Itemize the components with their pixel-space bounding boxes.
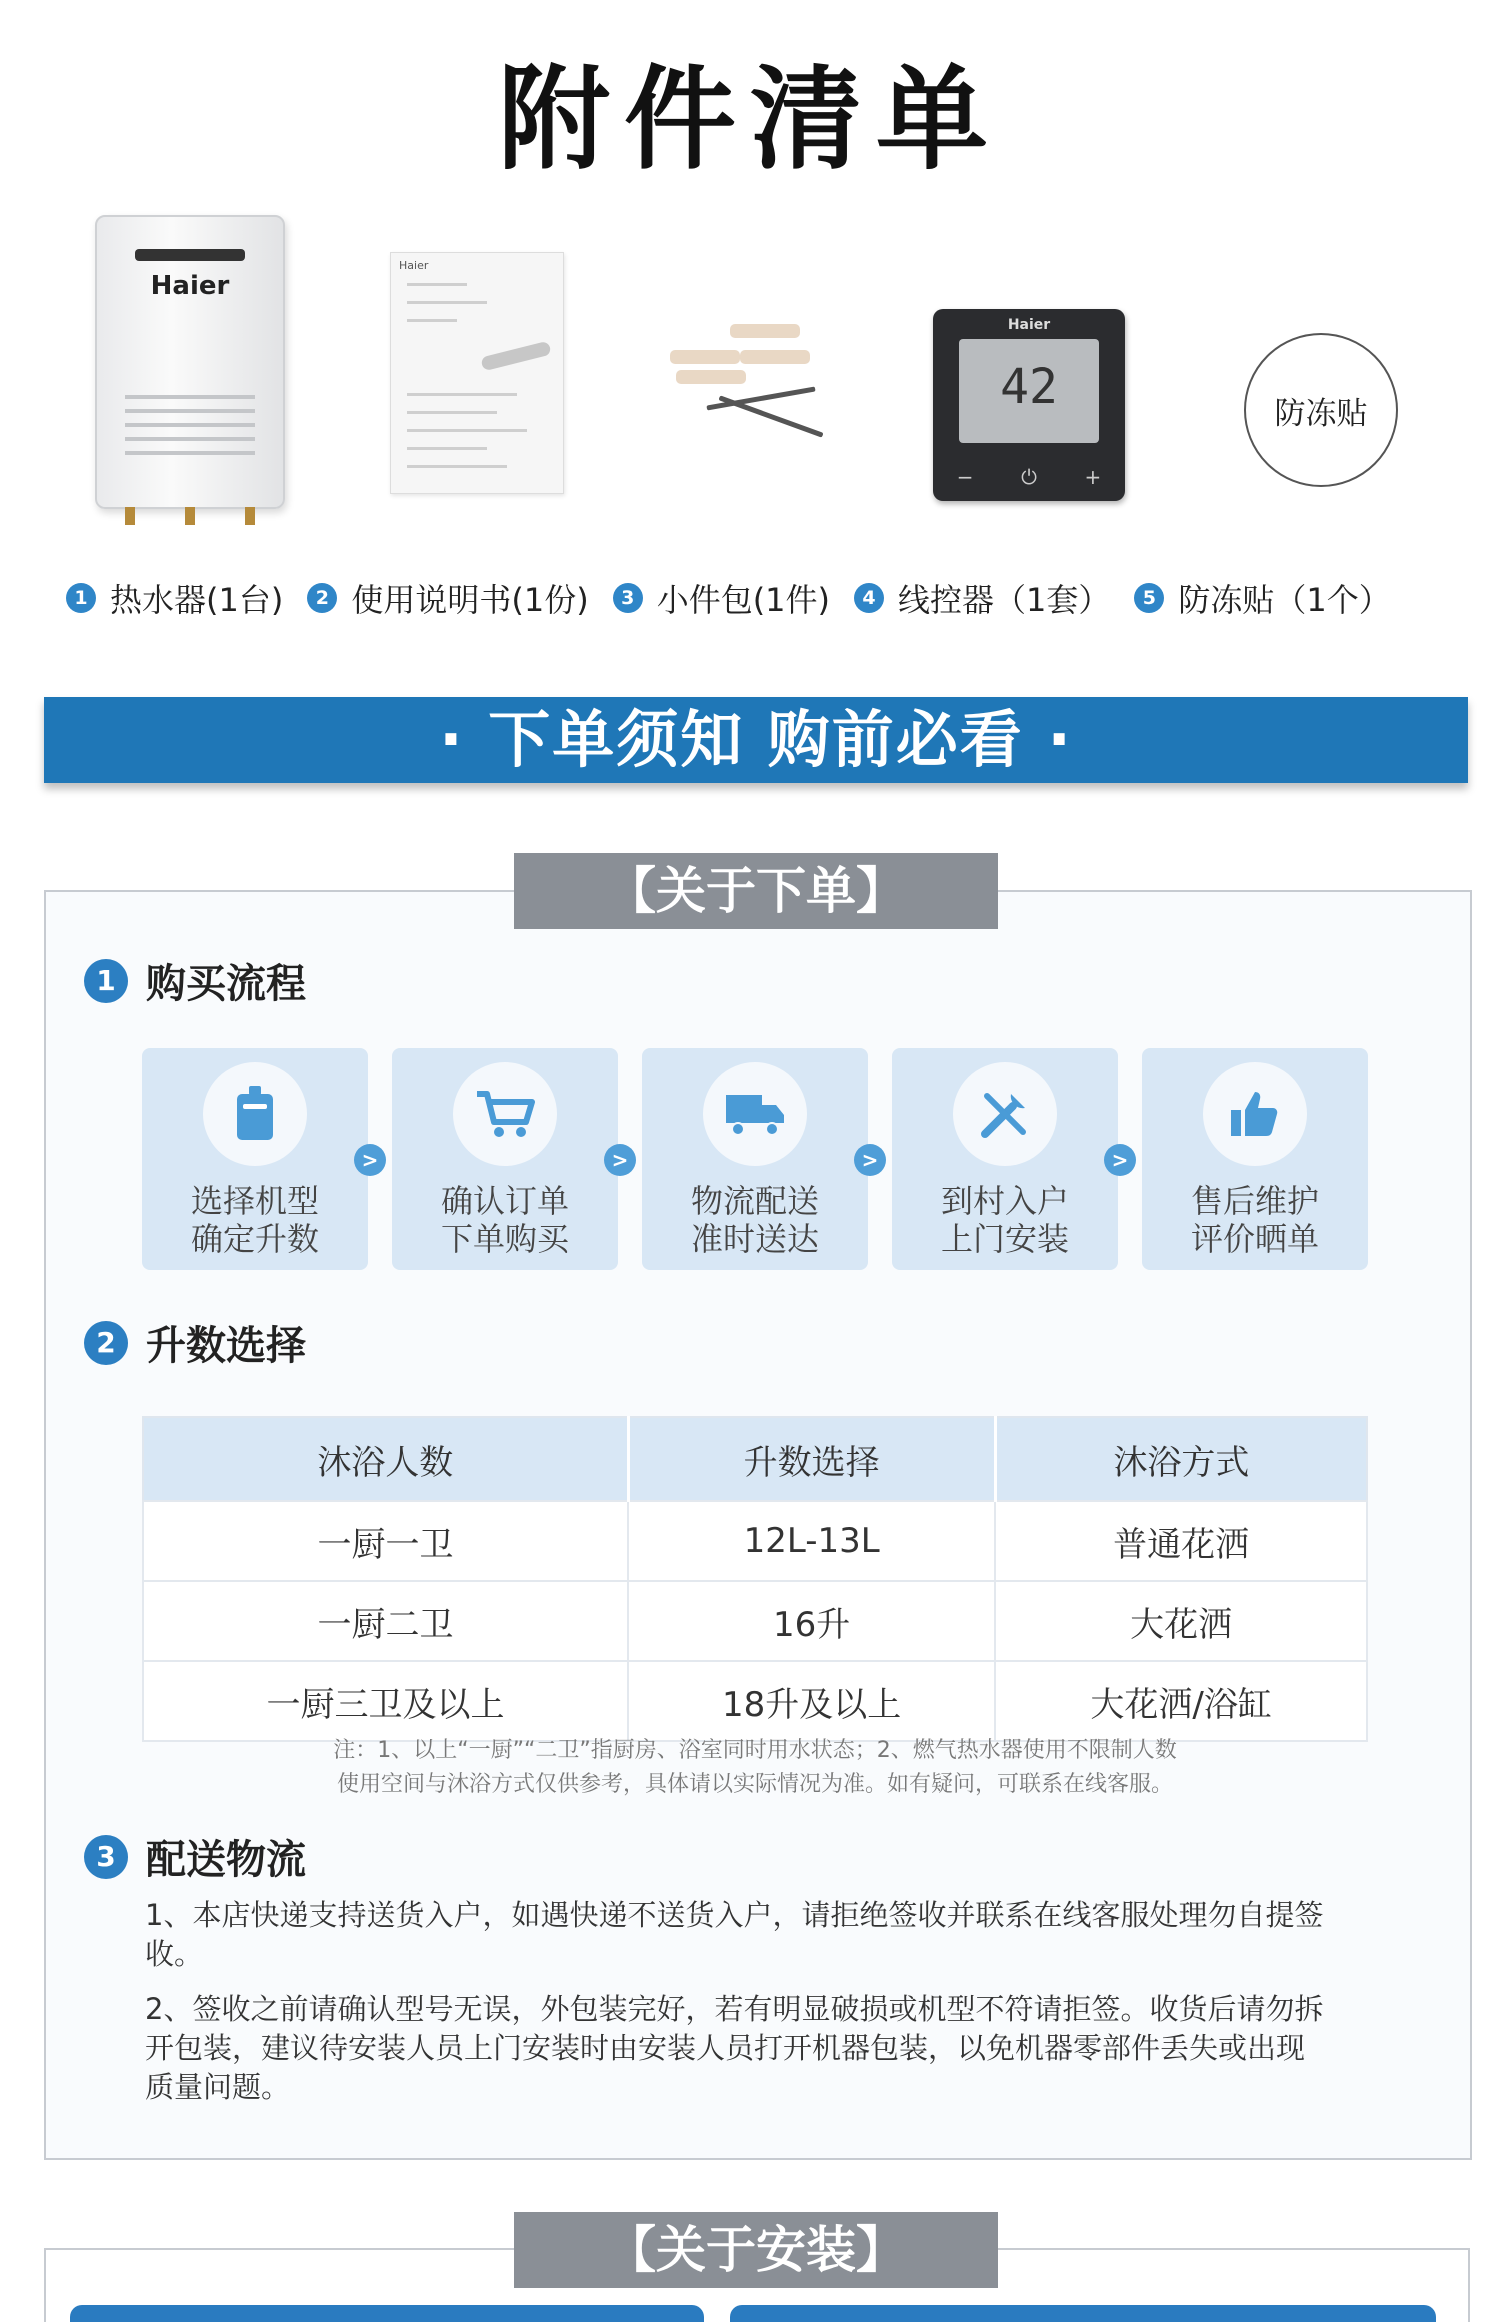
table-row: [143, 1501, 1367, 1581]
controller-buttons: [933, 465, 1125, 489]
manual-text-line: [407, 301, 487, 304]
manual-text-line: [407, 465, 507, 468]
wall-plug: [676, 370, 746, 384]
capacity-table: [142, 1416, 1368, 1742]
controller-temperature: 42: [1000, 359, 1058, 415]
chevron-right-icon: >: [604, 1144, 636, 1176]
wall-plug: [740, 350, 810, 364]
accessory-label-text: 防冻贴（1个）: [1178, 581, 1391, 619]
accessory-label: [307, 575, 588, 621]
frame-top-line: [998, 890, 1470, 892]
subsection-title-purchase: [84, 952, 306, 1009]
page-title: 附件清单: [498, 55, 1002, 185]
manual-text-line: [407, 319, 457, 322]
table-cell: 18升及以上: [628, 1661, 995, 1741]
heater-pipe: [185, 507, 195, 525]
subsection-title-delivery: [84, 1828, 306, 1885]
accessory-label-text: 小件包(1件): [656, 581, 831, 619]
chevron-right-icon: >: [354, 1144, 386, 1176]
table-cell: 12L-13L: [628, 1501, 995, 1581]
number-badge: 1: [84, 959, 128, 1003]
manual-text-line: [407, 429, 527, 432]
table-row: [143, 1661, 1367, 1741]
table-note-line1: 注：1、以上“一厨”“二卫”指厨房、浴室同时用水状态；2、燃气热水器使用不限制人数: [333, 1738, 1177, 1763]
manual-brand-logo: Haier: [399, 259, 429, 272]
table-header: 沐浴方式: [995, 1417, 1367, 1501]
number-badge: 2: [84, 1321, 128, 1365]
install-card-header: [730, 2305, 1436, 2322]
number-badge: 5: [1134, 583, 1164, 613]
accessory-label-text: 热水器(1台): [110, 581, 284, 619]
table-header-row: [143, 1417, 1367, 1501]
table-cell: 16升: [628, 1581, 995, 1661]
number-badge: 1: [66, 583, 96, 613]
thumbs-up-icon: [1229, 1088, 1281, 1140]
accessory-labels: [66, 575, 1466, 621]
accessory-label: [1134, 575, 1390, 621]
table-cell: 一厨三卫及以上: [143, 1661, 628, 1741]
manual-text-line: [407, 411, 497, 414]
delivery-paragraph-1: 1、本店快递支持送货入户，如遇快递不送货入户，请拒绝签收并联系在线客服处理勿自提签收。: [145, 1898, 1324, 1971]
frame-top-line: [44, 2248, 514, 2250]
step-card: [1142, 1048, 1368, 1270]
table-cell: 大花洒/浴缸: [995, 1661, 1367, 1741]
step-text: 物流配送 准时送达: [690, 1182, 819, 1258]
tools-icon: [977, 1086, 1033, 1142]
purchase-steps: [142, 1048, 1368, 1270]
heater-pipe: [125, 507, 135, 525]
delivery-paragraph-2: 2、签收之前请确认型号无误，外包装完好，若有明显破损或机型不符请拒签。收货后请勿拆开包装，建议待安装人员上门安装时由安装人员打开机器包装，以免机器零部件丢失或出现质量问题。: [145, 1992, 1324, 2104]
step-text: 确认订单 下单购买: [440, 1182, 569, 1258]
table-row: [143, 1581, 1367, 1661]
power-icon: ⏻: [1021, 465, 1037, 489]
manual-pen-graphic: [480, 341, 551, 372]
accessory-label: [66, 575, 283, 621]
number-badge: 4: [854, 583, 884, 613]
manual-text-line: [407, 393, 517, 396]
table-cell: 普通花洒: [995, 1501, 1367, 1581]
wall-plug: [670, 350, 740, 364]
accessory-label-text: 使用说明书(1份): [351, 581, 589, 619]
step-text: 售后维护 评价晒单: [1190, 1182, 1319, 1258]
subsection-title-text: 配送物流: [146, 1837, 306, 1883]
subsection-title-text: 升数选择: [146, 1323, 306, 1369]
manual-text-line: [407, 447, 487, 450]
heater-brand-logo: Haier: [150, 271, 230, 301]
install-card-header: [70, 2305, 704, 2322]
accessory-label: [613, 575, 830, 621]
number-badge: 2: [307, 583, 337, 613]
water-heater-icon: [233, 1086, 277, 1142]
heater-vent: [125, 423, 255, 427]
parts-pack-image: [670, 310, 830, 450]
number-badge: 3: [84, 1835, 128, 1879]
antifreeze-sticker-image: 防冻贴: [1244, 333, 1398, 487]
subsection-title-capacity: [84, 1314, 306, 1371]
accessory-label: [854, 575, 1110, 621]
section-tab-install: 【关于安装】: [514, 2212, 998, 2288]
step-card: [642, 1048, 868, 1270]
heater-vent: [125, 409, 255, 413]
accessory-label-text: 线控器（1套）: [898, 581, 1111, 619]
chevron-right-icon: >: [1104, 1144, 1136, 1176]
heater-vent: [125, 437, 255, 441]
table-cell: 大花洒: [995, 1581, 1367, 1661]
frame-side-line: [1468, 2248, 1470, 2322]
step-card: [142, 1048, 368, 1270]
heater-display-slot: [135, 249, 245, 261]
section-tab-order: 【关于下单】: [514, 853, 998, 929]
cart-icon: [475, 1088, 535, 1140]
minus-icon: −: [956, 465, 974, 489]
step-text: 选择机型 确定升数: [190, 1182, 319, 1258]
wall-plug: [730, 324, 800, 338]
step-text: 到村入户 上门安装: [940, 1182, 1069, 1258]
table-cell: 一厨一卫: [143, 1501, 628, 1581]
water-heater-image: [95, 215, 285, 509]
controller-screen: [959, 339, 1099, 443]
screw: [718, 395, 823, 437]
step-card: [892, 1048, 1118, 1270]
step-card: [392, 1048, 618, 1270]
frame-side-line: [44, 2248, 46, 2322]
heater-vent: [125, 395, 255, 399]
manual-text-line: [407, 283, 467, 286]
controller-image: [933, 309, 1125, 501]
manual-image: [390, 252, 564, 494]
truck-icon: [724, 1091, 786, 1137]
table-header: 沐浴人数: [143, 1417, 628, 1501]
notice-banner: · 下单须知 购前必看 ·: [44, 697, 1468, 783]
frame-top-line: [998, 2248, 1470, 2250]
table-header: 升数选择: [628, 1417, 995, 1501]
number-badge: 3: [613, 583, 643, 613]
heater-pipe: [245, 507, 255, 525]
heater-vent: [125, 451, 255, 455]
chevron-right-icon: >: [854, 1144, 886, 1176]
controller-brand-logo: Haier: [1007, 317, 1051, 333]
plus-icon: +: [1084, 465, 1102, 489]
table-cell: 一厨二卫: [143, 1581, 628, 1661]
frame-top-line: [44, 890, 514, 892]
table-note-line2: 使用空间与沐浴方式仅供参考，具体请以实际情况为准。如有疑问，可联系在线客服。: [336, 1772, 1173, 1797]
subsection-title-text: 购买流程: [146, 961, 306, 1007]
